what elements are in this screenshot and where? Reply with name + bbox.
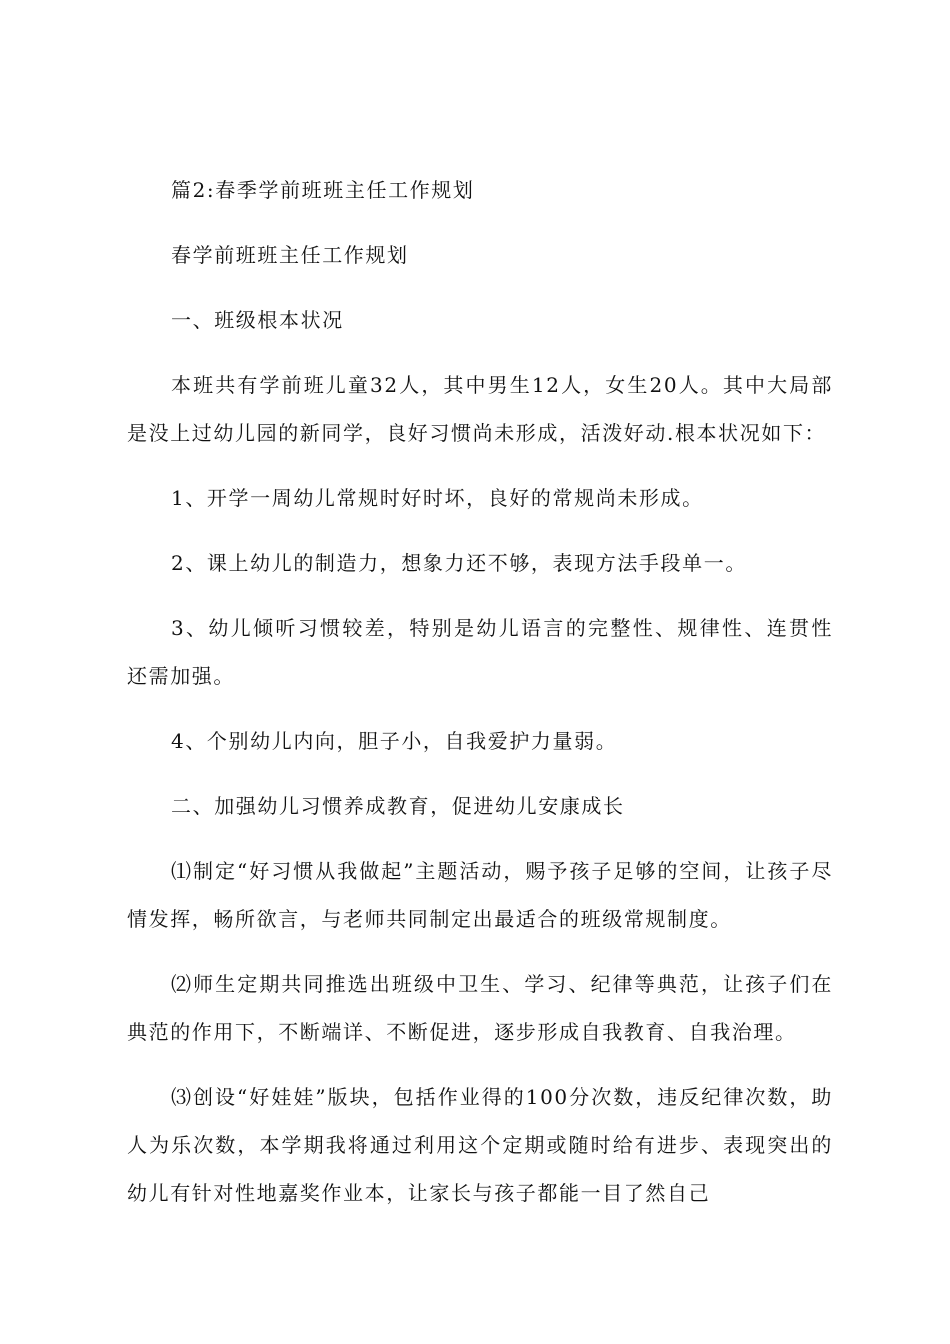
measure-item-1: ⑴制定“好习惯从我做起”主题活动，赐予孩子足够的空间，让孩子尽情发挥，畅所欲言，与老师共同制定出最适合的班级常规制度。	[127, 859, 833, 931]
document-title: 春学前班班主任工作规划	[171, 243, 409, 267]
document-body	[127, 166, 833, 1234]
measure-item-2: ⑵师生定期共同推选出班级中卫生、学习、纪律等典范，让孩子们在典范的作用下，不断端详、不断促进，逐步形成自我教育、自我治理。	[127, 972, 833, 1044]
section-title: 篇2:春季学前班班主任工作规划	[171, 178, 475, 202]
heading-habit-education: 二、加强幼儿习惯养成教育，促进幼儿安康成长	[171, 794, 625, 818]
list-item-1: 1、开学一周幼儿常规时好时坏，良好的常规尚未形成。	[171, 486, 704, 510]
list-item-2: 2、课上幼儿的制造力，想象力还不够，表现方法手段单一。	[171, 551, 747, 575]
measure-item-3: ⑶创设“好娃娃”版块，包括作业得的100分次数，违反纪律次数，助人为乐次数，本学期我将通过利用这个定期或随时给有进步、表现突出的幼儿有针对性地嘉奖作业本，让家长与孩子都能一目了然自己	[127, 1085, 833, 1205]
list-item-3: 3、幼儿倾听习惯较差，特别是幼儿语言的完整性、规律性、连贯性还需加强。	[127, 616, 833, 688]
list-item-4: 4、个别幼儿内向，胆子小，自我爱护力量弱。	[171, 729, 618, 753]
heading-class-situation: 一、班级根本状况	[171, 308, 344, 332]
paragraph-class-overview: 本班共有学前班儿童32人，其中男生12人，女生20人。其中大局部是没上过幼儿园的新同学，良好习惯尚未形成，活泼好动.根本状况如下：	[127, 373, 833, 445]
